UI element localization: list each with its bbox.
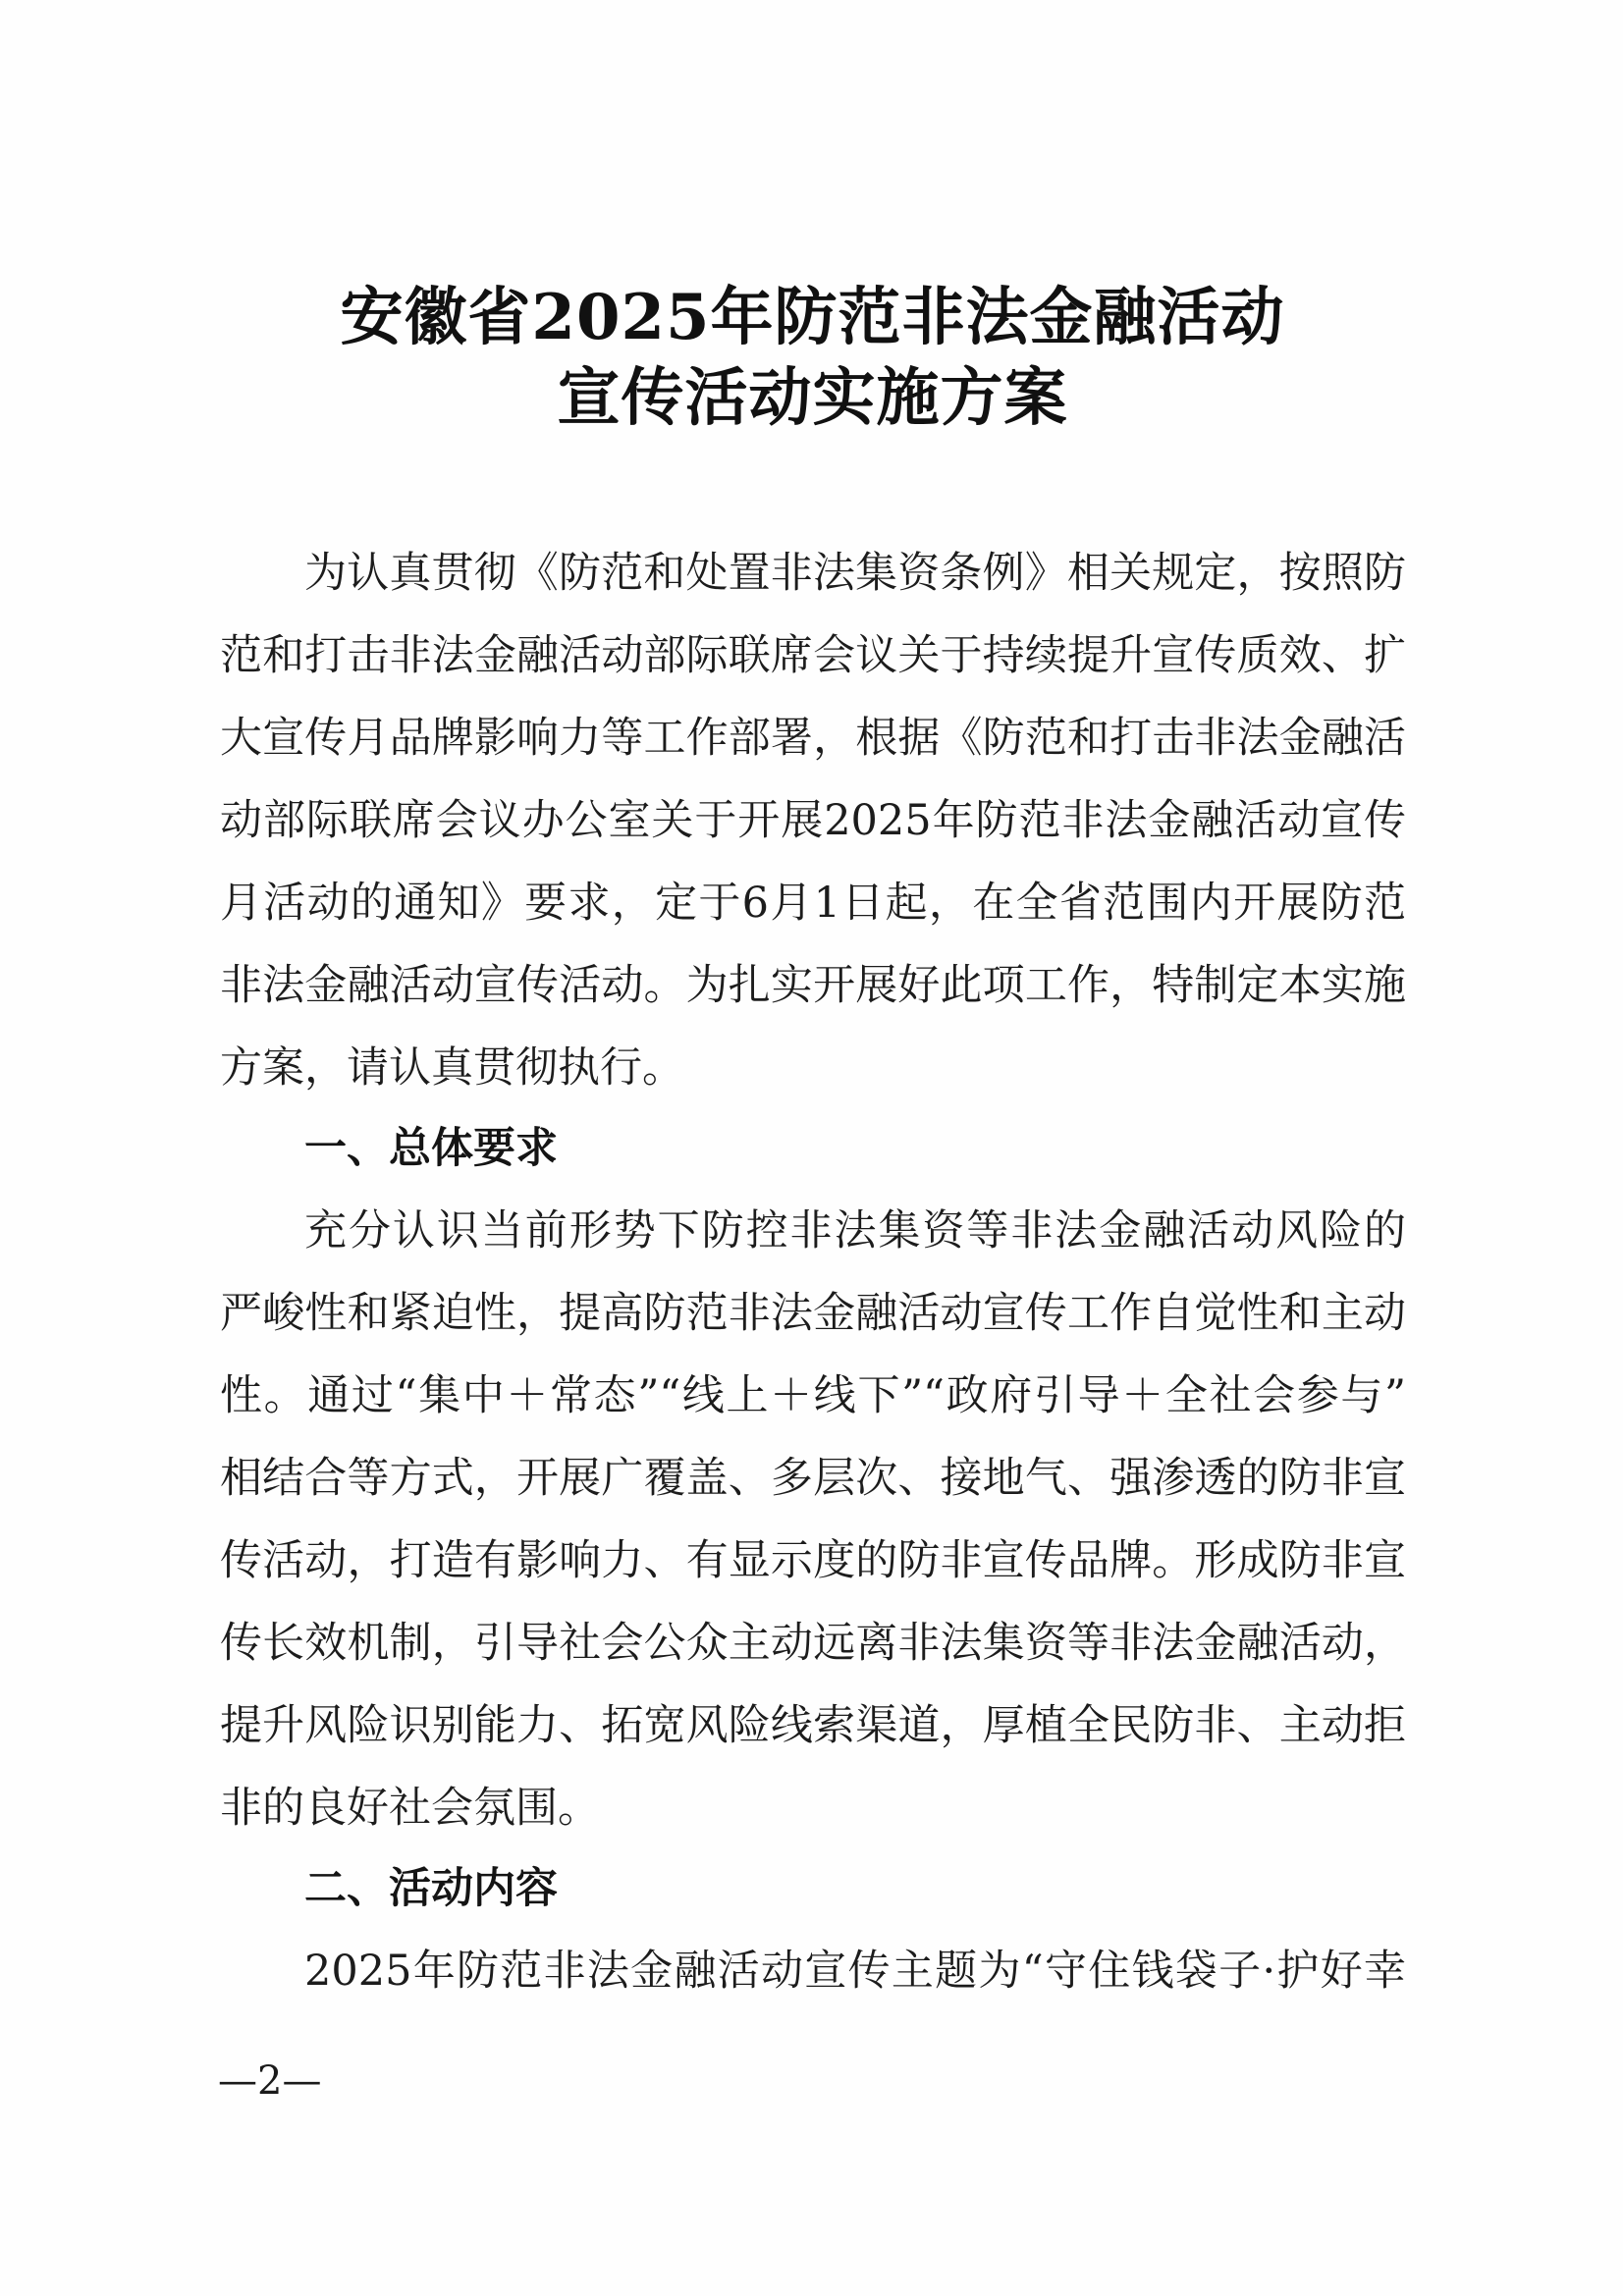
page-number: —2— [218, 2058, 322, 2104]
section-heading-activity-content: 二、活动内容 [304, 1864, 558, 1913]
section2-line: 2025年防范非法金融活动宣传主题为“守住钱袋子·护好幸 [304, 1947, 1406, 1996]
section1-line: 非的良好社会氛围。 [220, 1784, 600, 1833]
document-title-line-1: 安徽省2025年防范非法金融活动 [340, 281, 1285, 354]
intro-line: 动部际联席会议办公室关于开展2025年防范非法金融活动宣传 [220, 796, 1406, 845]
section1-line: 严峻性和紧迫性，提高防范非法金融活动宣传工作自觉性和主动 [220, 1289, 1406, 1338]
section1-line: 提升风险识别能力、拓宽风险线索渠道，厚植全民防非、主动拒 [220, 1701, 1406, 1750]
intro-line: 非法金融活动宣传活动。为扎实开展好此项工作，特制定本实施 [220, 961, 1406, 1010]
section1-line: 传活动，打造有影响力、有显示度的防非宣传品牌。形成防非宣 [220, 1536, 1406, 1585]
intro-line: 为认真贯彻《防范和处置非法集资条例》相关规定，按照防 [304, 549, 1406, 598]
intro-line: 方案，请认真贯彻执行。 [220, 1043, 684, 1093]
section1-line: 传长效机制，引导社会公众主动远离非法集资等非法金融活动， [220, 1619, 1406, 1668]
section1-line: 相结合等方式，开展广覆盖、多层次、接地气、强渗透的防非宣 [220, 1454, 1406, 1503]
section1-line: 充分认识当前形势下防控非法集资等非法金融活动风险的 [304, 1206, 1406, 1255]
intro-line: 范和打击非法金融活动部际联席会议关于持续提升宣传质效、扩 [220, 631, 1406, 680]
intro-line: 月活动的通知》要求，定于6月1日起，在全省范围内开展防范 [220, 879, 1406, 928]
document-title-line-2: 宣传活动实施方案 [557, 361, 1068, 435]
intro-line: 大宣传月品牌影响力等工作部署，根据《防范和打击非法金融活 [220, 714, 1406, 763]
section1-line: 性。通过“集中＋常态”“线上＋线下”“政府引导＋全社会参与” [220, 1371, 1406, 1420]
section-heading-overall-requirements: 一、总体要求 [304, 1124, 558, 1173]
